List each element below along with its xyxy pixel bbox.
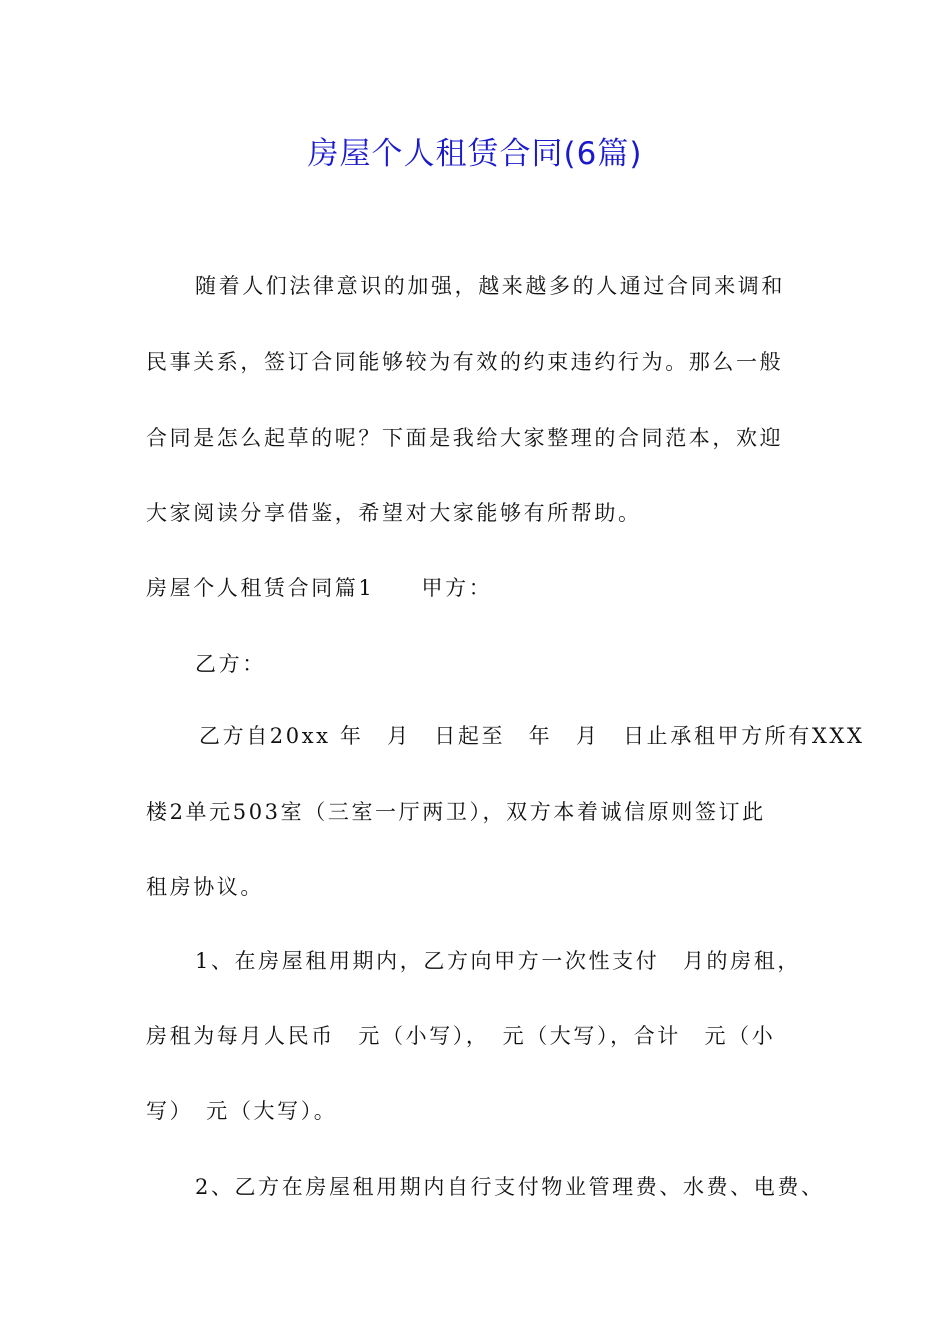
paragraph-line: 民事关系，签订合同能够较为有效的约束违约行为。那么一般 (146, 350, 784, 374)
paragraph-line: 2、乙方在房屋租用期内自行支付物业管理费、水费、电费、 (195, 1175, 825, 1199)
paragraph-line: 乙方自20xx 年 月 日起至 年 月 日止承租甲方所有XXX (199, 724, 865, 748)
paragraph-line: 房租为每月人民币 元（小写）， 元（大写），合计 元（小 (146, 1024, 776, 1048)
paragraph-line: 1、在房屋租用期内，乙方向甲方一次性支付 月的房租， (195, 949, 801, 973)
paragraph-line: 大家阅读分享借鉴，希望对大家能够有所帮助。 (146, 501, 642, 525)
paragraph-line: 随着人们法律意识的加强，越来越多的人通过合同来调和 (195, 274, 785, 298)
paragraph-line: 合同是怎么起草的呢？下面是我给大家整理的合同范本，欢迎 (146, 426, 784, 450)
paragraph-line: 楼2单元503室（三室一厅两卫），双方本着诚信原则签订此 (146, 800, 766, 824)
document-title: 房屋个人租赁合同(6篇) (307, 136, 643, 172)
section-heading-line: 房屋个人租赁合同篇1 甲方： (146, 576, 493, 600)
paragraph-line: 租房协议。 (146, 875, 264, 899)
paragraph-line: 写） 元（大写）。 (146, 1099, 338, 1123)
paragraph-line: 乙方： (195, 652, 266, 676)
